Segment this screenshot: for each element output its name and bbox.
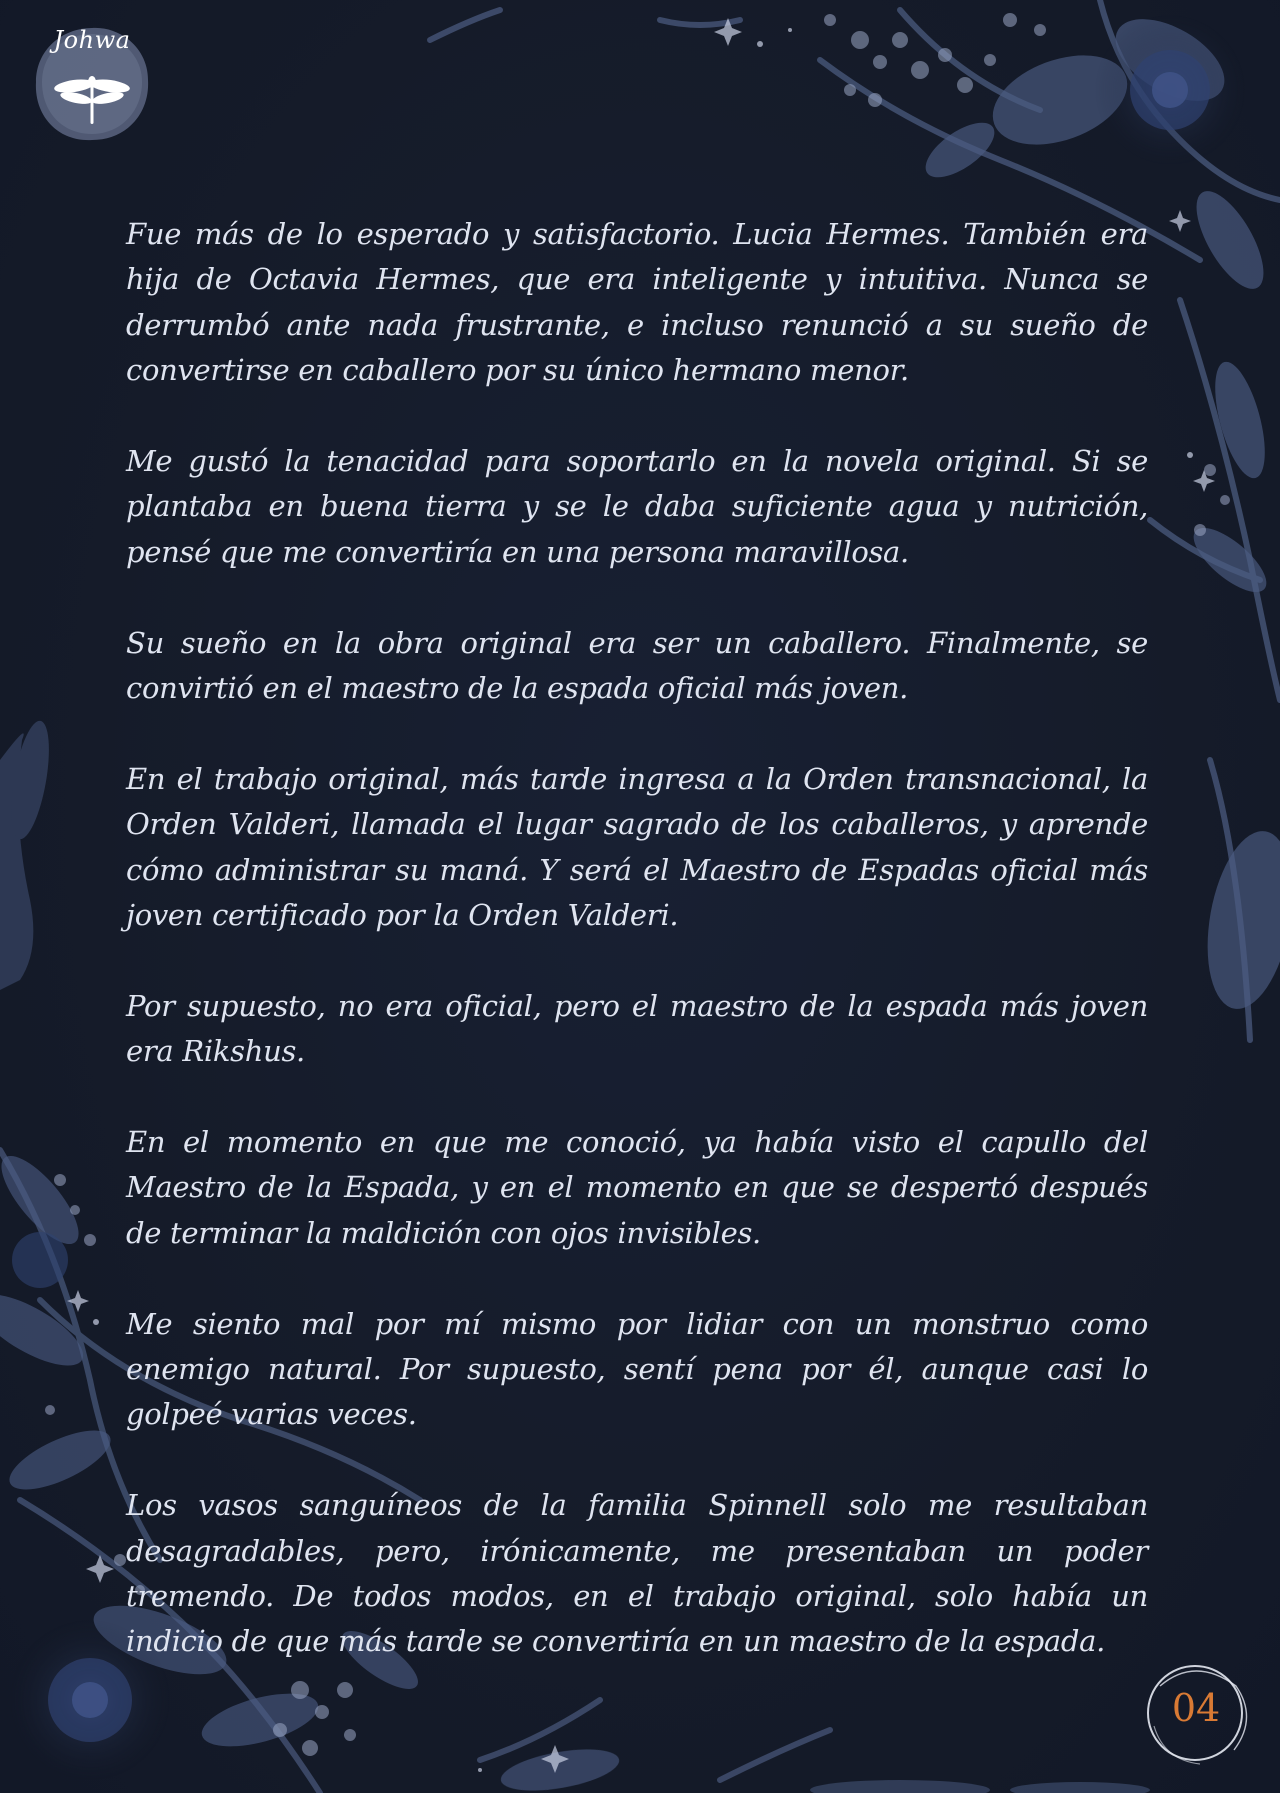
chapter-text [126, 212, 1148, 1710]
paragraph: Los vasos sanguíneos de la familia Spinnell solo me resultaban desagradables, pero, irónicamente, me presentaban un poder tremendo. De todos modos, en el trabajo original, solo había un indicio de que más tarde se convertiría en un maestro de la espada. [126, 1488, 1148, 1659]
paragraph: Me siento mal por mí mismo por lidiar con un monstruo como enemigo natural. Por supuesto, sentí pena por él, aunque casi lo golpeé varias veces. [126, 1306, 1148, 1432]
paragraph: Me gustó la tenacidad para soportarlo en la novela original. Si se plantaba en buena tierra y se le daba suficiente agua y nutrición, pensé que me convertiría en una persona maravillosa. [126, 444, 1148, 569]
top-right-flower [1095, 15, 1245, 165]
paragraph: Por supuesto, no era oficial, pero el maestro de la espada más joven era Rikshus. [126, 988, 1148, 1069]
logo-text: Johwa [53, 26, 131, 54]
paragraph: Su sueño en la obra original era ser un caballero. Finalmente, se convirtió en el maestro de la espada oficial más joven. [126, 625, 1148, 706]
paragraph: En el momento en que me conoció, ya había visto el capullo del Maestro de la Espada, y en el momento en que se despertó después de terminar la maldición con ojos invisibles. [126, 1125, 1148, 1250]
paragraph: En el trabajo original, más tarde ingresa a la Orden transnacional, la Orden Valderi, llamada el lugar sagrado de los caballeros, y aprende cómo administrar su maná. Y será el Maestro de Espadas oficial más joven certificado por la Orden Valderi. [126, 761, 1148, 933]
page-number: 04 [1171, 1686, 1221, 1730]
paragraph: Fue más de lo esperado y satisfactorio. Lucia Hermes. También era hija de Octavia Hermes, que era inteligente y intuitiva. Nunca se derrumbó ante nada frustrante, e incluso renunció a su sueño de convertirse en caballero por su único hermano menor. [126, 217, 1148, 388]
left-branch [0, 718, 56, 990]
bottom-right-fringe [810, 1780, 1150, 1793]
